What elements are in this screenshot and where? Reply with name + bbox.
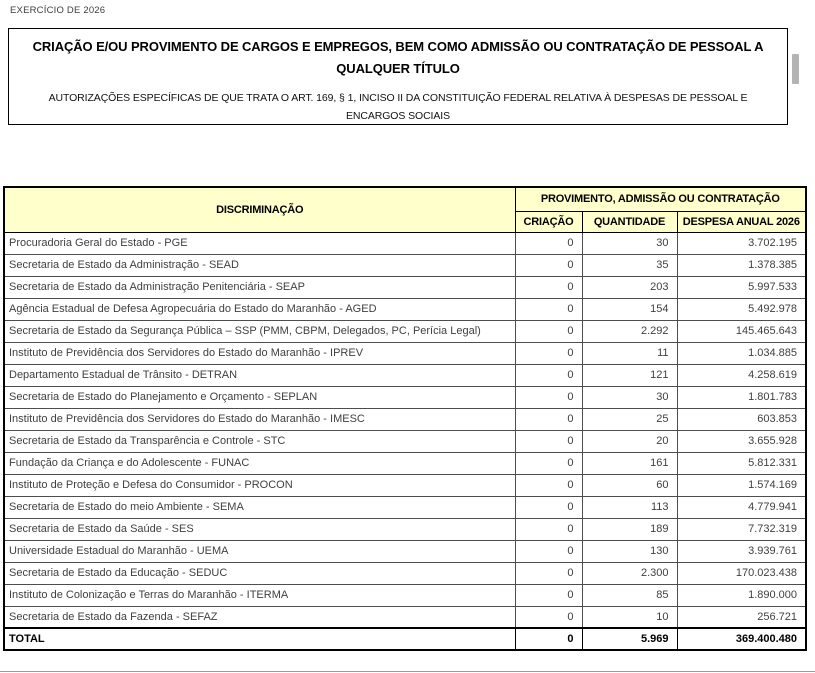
cell-criacao: 0 (515, 342, 582, 364)
cell-discriminacao: Instituto de Previdência dos Servidores do Estado do Maranhão - IPREV (4, 342, 515, 364)
cell-despesa: 3.702.195 (677, 232, 806, 254)
table-header (4, 187, 806, 232)
cell-despesa: 5.492.978 (677, 298, 806, 320)
document-subtitle (9, 89, 787, 125)
cell-discriminacao: Departamento Estadual de Trânsito - DETRAN (4, 364, 515, 386)
cell-quantidade: 10 (582, 606, 677, 628)
cell-despesa: 3.655.928 (677, 430, 806, 452)
cell-quantidade: 161 (582, 452, 677, 474)
table-row (4, 408, 806, 430)
cell-quantidade: 11 (582, 342, 677, 364)
cell-despesa: 1.801.783 (677, 386, 806, 408)
table-row (4, 430, 806, 452)
cell-despesa: 7.732.319 (677, 518, 806, 540)
cell-discriminacao: Secretaria de Estado da Educação - SEDUC (4, 562, 515, 584)
cell-quantidade: 25 (582, 408, 677, 430)
document-title-line-2: QUALQUER TÍTULO (336, 61, 460, 76)
table-row (4, 276, 806, 298)
cell-despesa: 3.939.761 (677, 540, 806, 562)
table-row (4, 474, 806, 496)
cell-despesa: 1.574.169 (677, 474, 806, 496)
table-row (4, 584, 806, 606)
cell-criacao: 0 (515, 562, 582, 584)
cell-criacao: 0 (515, 364, 582, 386)
cell-despesa: 5.812.331 (677, 452, 806, 474)
total-row (4, 628, 806, 650)
cell-criacao: 0 (515, 408, 582, 430)
cell-quantidade: 2.292 (582, 320, 677, 342)
cell-despesa: 4.258.619 (677, 364, 806, 386)
total-quantidade: 5.969 (582, 628, 677, 650)
document-subtitle-line-1: AUTORIZAÇÕES ESPECÍFICAS DE QUE TRATA O ART. 169, § 1, INCISO II DA CONSTITUIÇÃO FEDERAL RELATIVA À DESPESAS DE PESSOAL E (48, 92, 748, 104)
document-title-line-1: CRIAÇÃO E/OU PROVIMENTO DE CARGOS E EMPREGOS, BEM COMO ADMISSÃO OU CONTRATAÇÃO DE PESSOAL A (32, 39, 764, 54)
cell-quantidade: 189 (582, 518, 677, 540)
cell-criacao: 0 (515, 496, 582, 518)
table-row (4, 342, 806, 364)
col-header-quantidade: QUANTIDADE (582, 211, 677, 232)
cell-discriminacao: Secretaria de Estado da Administração - SEAD (4, 254, 515, 276)
cell-criacao: 0 (515, 452, 582, 474)
col-group-header-provimento: PROVIMENTO, ADMISSÃO OU CONTRATAÇÃO (515, 187, 806, 211)
table-footer (4, 628, 806, 650)
bottom-divider (0, 671, 815, 672)
cell-criacao: 0 (515, 540, 582, 562)
cell-despesa: 256.721 (677, 606, 806, 628)
table-row (4, 386, 806, 408)
cell-quantidade: 121 (582, 364, 677, 386)
col-header-criacao: CRIAÇÃO (515, 211, 582, 232)
cell-despesa: 170.023.438 (677, 562, 806, 584)
cell-criacao: 0 (515, 254, 582, 276)
cell-criacao: 0 (515, 430, 582, 452)
cell-criacao: 0 (515, 474, 582, 496)
cell-discriminacao: Procuradoria Geral do Estado - PGE (4, 232, 515, 254)
cell-quantidade: 60 (582, 474, 677, 496)
cell-quantidade: 2.300 (582, 562, 677, 584)
total-label: TOTAL (4, 628, 515, 650)
cell-despesa: 1.890.000 (677, 584, 806, 606)
cell-quantidade: 203 (582, 276, 677, 298)
cell-quantidade: 20 (582, 430, 677, 452)
cell-quantidade: 154 (582, 298, 677, 320)
cell-despesa: 1.378.385 (677, 254, 806, 276)
cell-discriminacao: Secretaria de Estado da Saúde - SES (4, 518, 515, 540)
cell-discriminacao: Secretaria de Estado do meio Ambiente - SEMA (4, 496, 515, 518)
cell-criacao: 0 (515, 232, 582, 254)
cell-criacao: 0 (515, 320, 582, 342)
table-row (4, 518, 806, 540)
table-row (4, 496, 806, 518)
total-criacao: 0 (515, 628, 582, 650)
table-body (4, 232, 806, 628)
cell-quantidade: 35 (582, 254, 677, 276)
cell-discriminacao: Secretaria de Estado da Administração Penitenciária - SEAP (4, 276, 515, 298)
cell-discriminacao: Fundação da Criança e do Adolescente - FUNAC (4, 452, 515, 474)
table-row (4, 606, 806, 628)
cell-despesa: 1.034.885 (677, 342, 806, 364)
cell-quantidade: 30 (582, 386, 677, 408)
cell-criacao: 0 (515, 606, 582, 628)
table-row (4, 320, 806, 342)
cell-quantidade: 30 (582, 232, 677, 254)
cell-criacao: 0 (515, 518, 582, 540)
table-row (4, 232, 806, 254)
cell-criacao: 0 (515, 298, 582, 320)
header-group-row (4, 187, 806, 211)
cell-discriminacao: Instituto de Previdência dos Servidores do Estado do Maranhão - IMESC (4, 408, 515, 430)
table-row (4, 298, 806, 320)
cell-quantidade: 113 (582, 496, 677, 518)
cell-despesa: 145.465.643 (677, 320, 806, 342)
cell-discriminacao: Secretaria de Estado do Planejamento e Orçamento - SEPLAN (4, 386, 515, 408)
cell-criacao: 0 (515, 386, 582, 408)
authorization-table (3, 186, 807, 651)
col-header-discriminacao: DISCRIMINAÇÃO (4, 187, 515, 232)
total-despesa: 369.400.480 (677, 628, 806, 650)
table-row (4, 562, 806, 584)
table-row (4, 452, 806, 474)
exercise-label: EXERCÍCIO DE 2026 (10, 5, 106, 16)
table-row (4, 540, 806, 562)
cell-discriminacao: Secretaria de Estado da Fazenda - SEFAZ (4, 606, 515, 628)
cell-discriminacao: Instituto de Colonização e Terras do Maranhão - ITERMA (4, 584, 515, 606)
title-box (8, 28, 788, 125)
cell-quantidade: 85 (582, 584, 677, 606)
cell-criacao: 0 (515, 276, 582, 298)
cell-despesa: 5.997.533 (677, 276, 806, 298)
cell-despesa: 4.779.941 (677, 496, 806, 518)
col-header-despesa: DESPESA ANUAL 2026 (677, 211, 806, 232)
cell-criacao: 0 (515, 584, 582, 606)
document-subtitle-line-2: ENCARGOS SOCIAIS (345, 110, 450, 122)
cell-discriminacao: Secretaria de Estado da Transparência e Controle - STC (4, 430, 515, 452)
cell-quantidade: 130 (582, 540, 677, 562)
table-row (4, 254, 806, 276)
cell-despesa: 603.853 (677, 408, 806, 430)
table-row (4, 364, 806, 386)
cell-discriminacao: Secretaria de Estado da Segurança Pública – SSP (PMM, CBPM, Delegados, PC, Perícia Legal) (4, 320, 515, 342)
scrollbar-thumb[interactable] (792, 54, 799, 84)
cell-discriminacao: Instituto de Proteção e Defesa do Consumidor - PROCON (4, 474, 515, 496)
cell-discriminacao: Universidade Estadual do Maranhão - UEMA (4, 540, 515, 562)
cell-discriminacao: Agência Estadual de Defesa Agropecuária do Estado do Maranhão - AGED (4, 298, 515, 320)
